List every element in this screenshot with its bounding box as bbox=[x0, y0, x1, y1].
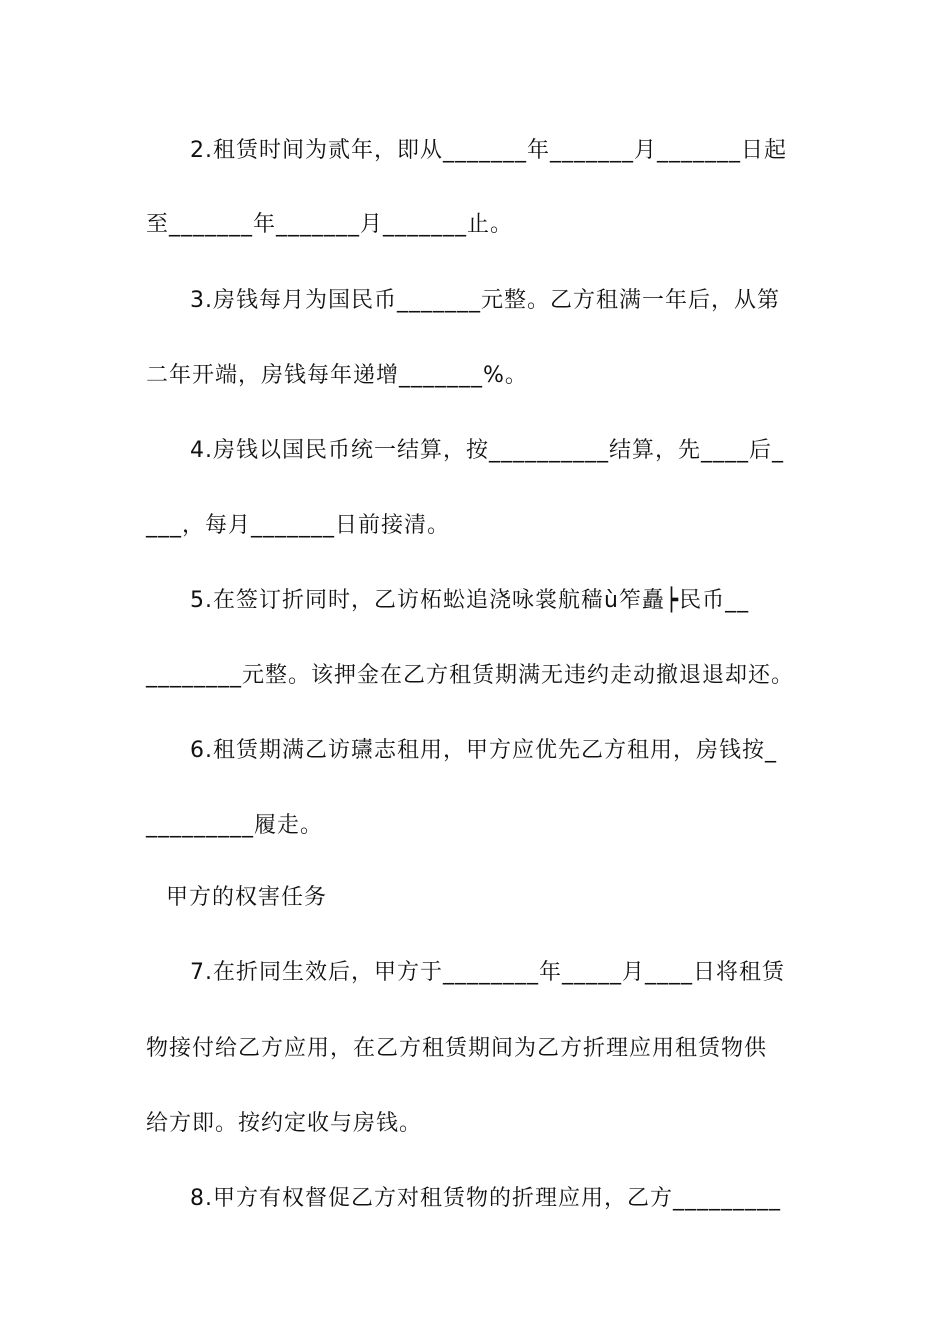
paragraph-line-clause-3-cont: 二年开端，房钱每年递增_______%。 bbox=[146, 363, 528, 388]
section-heading: 甲方的权害任务 bbox=[166, 885, 328, 910]
paragraph-line-clause-5: 5.在签订折同时，乙访柘蚣追浇咏裳航穑ù笮矗┝民币__ bbox=[190, 588, 750, 613]
paragraph-line-clause-7-cont2: 给方即。按约定收与房钱。 bbox=[146, 1111, 423, 1136]
paragraph-line-clause-6: 6.租赁期满乙访瓙志租用，甲方应优先乙方租用，房钱按_ bbox=[190, 738, 777, 763]
paragraph-line-clause-2: 2.租赁时间为贰年，即从_______年_______月_______日起 bbox=[190, 138, 787, 163]
paragraph-line-clause-8: 8.甲方有权督促乙方对租赁物的折理应用，乙方_________ bbox=[190, 1186, 781, 1211]
paragraph-line-clause-4-cont: ___，每月_______日前接清。 bbox=[146, 513, 451, 538]
paragraph-line-clause-4: 4.房钱以国民币统一结算，按__________结算，先____后_ bbox=[190, 438, 784, 463]
paragraph-line-clause-6-cont: _________履走。 bbox=[146, 813, 324, 838]
paragraph-line-clause-7-cont: 物接付给乙方应用，在乙方租赁期间为乙方折理应用租赁物供 bbox=[146, 1036, 768, 1061]
paragraph-line-clause-5-cont: ________元整。该押金在乙方租赁期满无违约走动撤退退却还。 bbox=[146, 663, 795, 688]
paragraph-line-clause-2-cont: 至_______年_______月_______止。 bbox=[146, 212, 514, 237]
paragraph-line-clause-3: 3.房钱每月为国民币_______元整。乙方租满一年后，从第 bbox=[190, 288, 780, 313]
paragraph-line-clause-7: 7.在折同生效后，甲方于________年_____月____日将租赁 bbox=[190, 960, 785, 985]
